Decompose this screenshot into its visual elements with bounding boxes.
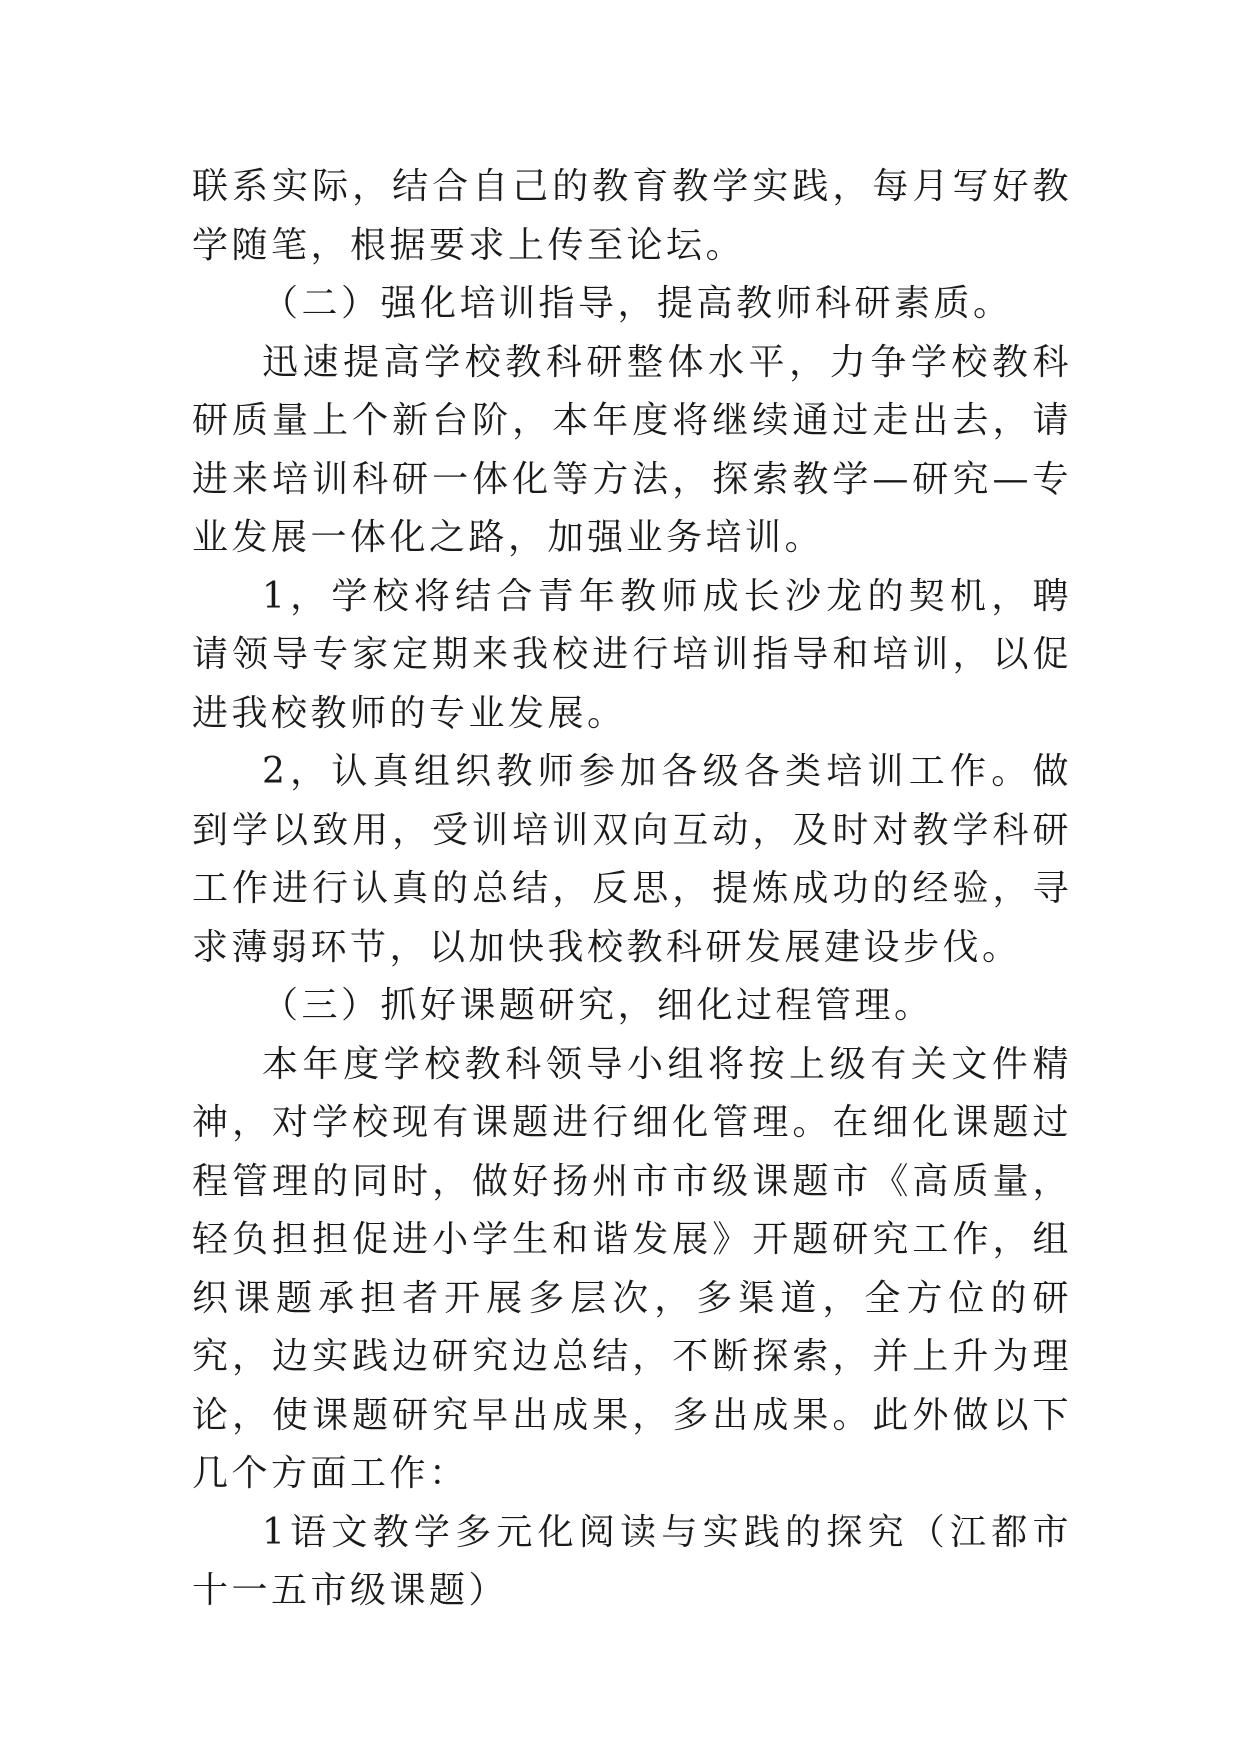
section-heading-research: （三）抓好课题研究，细化过程管理。 bbox=[262, 985, 934, 1026]
paragraph-research-item-1: 1语文教学多元化阅读与实践的探究（江都市十一五市级课题） bbox=[192, 1511, 1072, 1611]
paragraph-item-1: 1，学校将结合青年教师成长沙龙的契机，聘请领导专家定期来我校进行培训指导和培训，以促进我校教师的专业发展。 bbox=[192, 575, 1072, 734]
paragraph-continuation: 联系实际，结合自己的教育教学实践，每月写好教学随笔，根据要求上传至论坛。 bbox=[192, 166, 1072, 266]
paragraph-research-overview: 本年度学校教科领导小组将按上级有关文件精神，对学校现有课题进行细化管理。在细化课题过程管理的同时，做好扬州市市级课题市《高质量，轻负担担促进小学生和谐发展》开题研究工作，组织课题承担者开展多层次，多渠道，全方位的研究，边实践边研究边总结，不断探索，并上升为理论，使课题研究早出成果，多出成果。此外做以下几个方面工作： bbox=[192, 1043, 1072, 1494]
document-page bbox=[192, 158, 1072, 1621]
paragraph-item-2: 2，认真组织教师参加各级各类培训工作。做到学以致用，受训培训双向互动，及时对教学科研工作进行认真的总结，反思，提炼成功的经验，寻求薄弱环节，以加快我校教科研发展建设步伐。 bbox=[192, 751, 1072, 968]
paragraph-training-overview: 迅速提高学校教科研整体水平，力争学校教科研质量上个新台阶，本年度将继续通过走出去，请进来培训科研一体化等方法，探索教学—研究—专业发展一体化之路，加强业务培训。 bbox=[192, 341, 1072, 558]
section-heading-training: （二）强化培训指导，提高教师科研素质。 bbox=[262, 283, 1013, 324]
